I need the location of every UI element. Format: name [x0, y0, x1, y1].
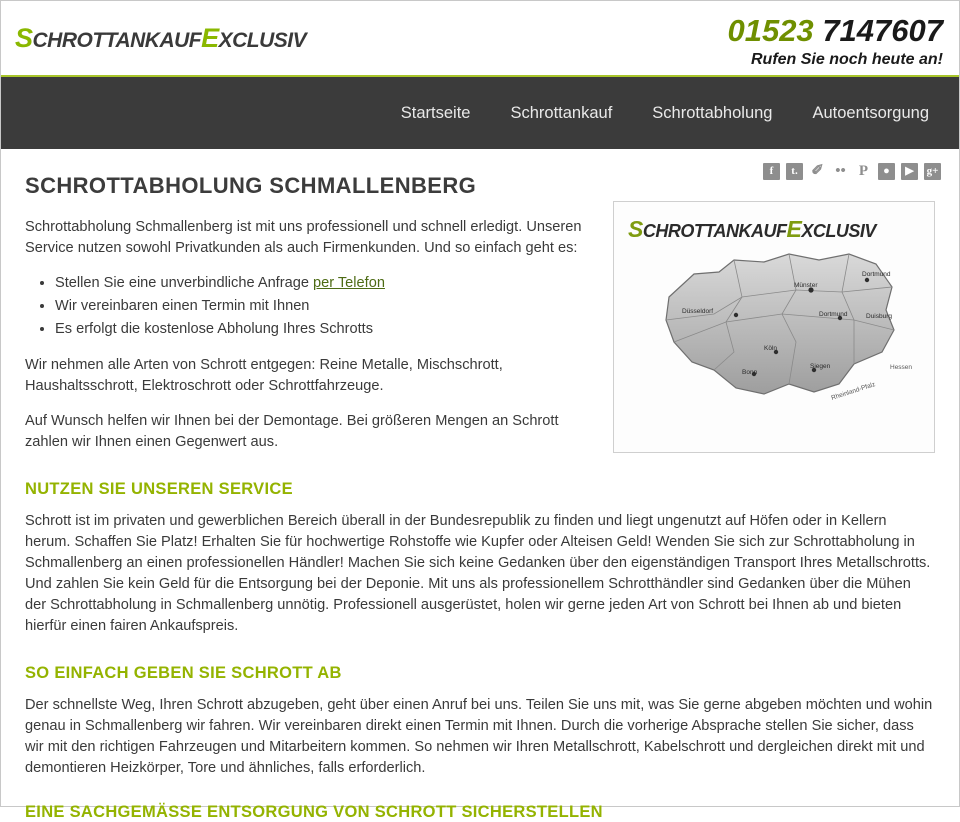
section-heading-entsorgung: EINE SACHGEMÄSSE ENTSORGUNG VON SCHROTT SICHERSTELLEN	[25, 803, 603, 822]
svg-text:Dortmund: Dortmund	[819, 311, 848, 318]
list-item: • Es erfolgt die kostenlose Abholung Ihres Schrotts	[55, 319, 585, 341]
nav-item-autoentsorgung[interactable]	[792, 77, 949, 149]
phone-link[interactable]: per Telefon	[313, 275, 385, 292]
nav-link-autoentsorgung[interactable]: Autoentsorgung	[812, 104, 929, 122]
nav-item-startseite[interactable]	[381, 77, 491, 149]
googleplus-icon[interactable]: g+	[924, 163, 941, 180]
svg-text:Rheinland-Pfalz: Rheinland-Pfalz	[830, 381, 877, 402]
section-text-abgabe: Der schnellste Weg, Ihren Schrott abzugeben, geht über einen Anruf bei uns. Teilen Sie uns mit, was Sie gerne abgeben möchten und wohin genau in Schmallenberg wir fahren. Wir vereinbaren direkt einen Termin mit Ihnen. Durch die vorherige Absprache stellen Sie sicher, dass wir mit den richtigen Fahrzeugen und Mitarbeitern kommen. So nehmen wir Ihren Metallschrott, Kabelschrott und dergleichen direkt mit und demontieren Heizkörper, Tore und ähnliches, falls erforderlich.	[25, 696, 933, 777]
phone-subtitle: Rufen Sie noch heute an!	[750, 50, 943, 68]
svg-text:Duisburg: Duisburg	[866, 313, 893, 320]
svg-text:Münster: Münster	[794, 282, 818, 289]
nav-link-schrottankauf[interactable]: Schrottankauf	[510, 104, 613, 122]
page-title: SCHROTTABHOLUNG SCHMALLENBERG	[25, 173, 477, 198]
section-heading-service: NUTZEN SIE UNSEREN SERVICE	[25, 479, 293, 498]
nav-link-startseite[interactable]: Startseite	[400, 104, 471, 122]
main-content	[1, 149, 959, 822]
map-logo-letter-e: E	[786, 216, 802, 242]
section-text-service: Schrott ist im privaten und gewerblichen Bereich überall in der Bundesrepublik zu finden und liegt ungenutzt auf Höfen oder in Kellern herum. Schaffen Sie Platz! Erhalten Sie für hochwertige Rohstoffe wie Kupfer oder Alteisen Geld! Wenden Sie sich zur Schrottabholung in Schmallenberg an einen professionellen Händler! Machen Sie sich keine Gedanken über den eigenständigen Transport Ihres Metallschrotts. Und zahlen Sie kein Geld für die Entsorgung bei der Deponie. Mit uns als professionellem Schrotthändler sind Gedanken über die Mühen der Schrottabholung in Schmallenberg unnötig. Professionell ausgerüstet, holen wir gerne jeden Art von Schrott bei Ihnen ab und bieten hierfür einen fairen Ankaufspreis.	[25, 512, 931, 635]
facebook-icon[interactable]: f	[763, 163, 780, 180]
nav-link-schrottabholung[interactable]: Schrottabholung	[652, 104, 773, 122]
nav-item-schrottabholung[interactable]	[632, 77, 792, 149]
logo-word-exclusiv: XCLUSIV	[218, 29, 307, 52]
tumblr-icon[interactable]: t.	[786, 163, 803, 180]
map-logo-word-schrottankauf: CHROTTANKAUF	[642, 221, 787, 241]
nav-item-schrottankauf[interactable]	[490, 77, 632, 149]
svg-text:Köln: Köln	[764, 345, 778, 352]
intro-paragraph: Schrottabholung Schmallenberg ist mit uns professionell und schnell erledigt. Unseren Service nutzen sowohl Privatkunden als auch Firmenkunden. Und so einfach geht es:	[25, 219, 582, 257]
list-item	[55, 273, 585, 295]
steps-list	[25, 273, 585, 341]
map-logo-letter-s: S	[628, 216, 643, 242]
site-header	[1, 1, 959, 77]
nrw-map-graphic	[614, 202, 934, 452]
logo-letter-s: S	[15, 23, 33, 53]
demontage-paragraph: Auf Wunsch helfen wir Ihnen bei der Demontage. Bei größeren Mengen an Schrott zahlen wir Ihnen einen Gegenwert aus.	[25, 413, 559, 451]
svg-text:Dortmund: Dortmund	[862, 271, 891, 278]
list-item: • Wir vereinbaren einen Termin mit Ihnen	[55, 296, 585, 318]
flickr-icon[interactable]: ••	[835, 163, 846, 179]
svg-text:Bonn: Bonn	[742, 369, 758, 376]
section-heading-abgabe: SO EINFACH GEBEN SIE SCHROTT AB	[25, 663, 342, 682]
svg-text:Hessen: Hessen	[890, 364, 913, 371]
scrap-types-paragraph: Wir nehmen alle Arten von Schrott entgegen: Reine Metalle, Mischschrott, Haushaltsschrott, Elektroschrott oder Schrottfahrzeuge.	[25, 356, 503, 395]
phone-block	[727, 15, 943, 69]
map-logo-word-exclusiv: XCLUSIV	[801, 221, 876, 241]
pinterest-icon[interactable]: P	[858, 163, 869, 179]
dribbble-icon[interactable]: ●	[878, 163, 895, 180]
main-navigation	[1, 77, 959, 149]
intro-column	[25, 217, 585, 454]
svg-text:Siegen: Siegen	[810, 363, 831, 370]
logo-word-schrottankauf: CHROTTANKAUF	[32, 29, 202, 52]
svg-text:Düsseldorf: Düsseldorf	[682, 308, 714, 315]
phone-prefix: 01523	[727, 13, 814, 48]
youtube-icon[interactable]: ▶	[901, 163, 918, 180]
twitter-icon[interactable]: ✐	[811, 163, 824, 179]
list-item-text: Stellen Sie eine unverbindliche Anfrage	[55, 275, 313, 292]
region-map-image	[613, 201, 935, 453]
phone-main: 7147607	[822, 13, 943, 48]
phone-number[interactable]	[727, 15, 943, 48]
logo-letter-e: E	[201, 23, 219, 53]
social-icon-bar	[763, 163, 941, 180]
site-logo[interactable]	[15, 23, 306, 54]
